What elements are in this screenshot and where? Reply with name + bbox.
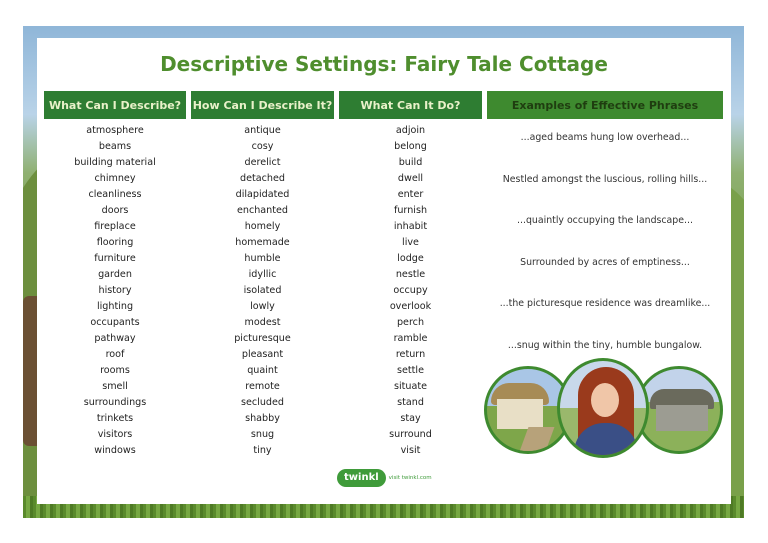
phrase-item: ...quaintly occupying the landscape... [517,215,693,227]
describe-item: atmosphere [86,125,144,136]
describe-item: chimney [94,173,136,184]
header-effective-phrases: Examples of Effective Phrases [487,91,723,119]
verb-item: perch [396,317,425,328]
word-mat-card [37,38,731,504]
adjective-item: remote [245,381,280,392]
cottage-wall [497,399,543,429]
describe-item: pathway [94,333,136,344]
page-title: Descriptive Settings: Fairy Tale Cottage [160,52,608,76]
describe-item: garden [98,269,132,280]
verb-item: occupy [393,285,428,296]
adjective-item: modest [244,317,281,328]
verb-item: visit [400,445,421,456]
verb-item: nestle [395,269,426,280]
phrase-item: ...snug within the tiny, humble bungalow. [507,339,703,351]
describe-item: cleanliness [88,189,142,200]
verb-item: inhabit [393,221,428,232]
describe-item: furniture [94,253,136,264]
verb-item: enter [397,189,424,200]
header-what-can-i-describe: What Can I Describe? [44,91,186,119]
describe-list [44,123,186,459]
logo-url: visit twinkl.com [388,475,432,481]
describe-item: trinkets [96,413,134,424]
stone-cottage-wall [656,405,708,431]
header-how-can-i-describe: How Can I Describe It? [191,91,334,119]
adjective-item: secluded [240,397,284,408]
adjective-item: snug [250,429,275,440]
verb-item: build [398,157,423,168]
verb-list [339,123,482,459]
verb-item: return [395,349,426,360]
verb-item: lodge [397,253,424,264]
phrase-item: Nestled amongst the luscious, rolling hills... [502,173,708,185]
adjective-item: humble [244,253,281,264]
phrase-item: ...aged beams hung low overhead... [520,132,690,143]
adjective-item: detached [240,173,285,184]
character-face [591,383,619,417]
adjective-list [191,123,334,459]
describe-item: lighting [96,301,134,312]
describe-item: history [98,285,132,296]
adjective-item: lowly [250,301,275,312]
adjective-item: homemade [235,237,290,248]
verb-item: live [402,237,419,248]
adjective-item: pleasant [241,349,284,360]
verb-item: dwell [397,173,424,184]
adjective-item: idyllic [248,269,277,280]
describe-item: surroundings [83,397,147,408]
describe-item: fireplace [94,221,136,232]
cottage-path [518,427,555,454]
header-what-can-it-do: What Can It Do? [339,91,482,119]
verb-item: settle [397,365,424,376]
adjective-item: isolated [243,285,282,296]
describe-item: visitors [97,429,133,440]
verb-item: surround [389,429,432,440]
describe-item: rooms [100,365,130,376]
adjective-item: quaint [247,365,278,376]
verb-item: stay [400,413,421,424]
adjective-item: cosy [251,141,274,152]
adjective-item: tiny [253,445,272,456]
verb-item: situate [393,381,428,392]
verb-item: belong [394,141,427,152]
describe-item: doors [101,205,129,216]
describe-item: roof [105,349,125,360]
describe-item: building material [74,157,156,168]
adjective-item: shabby [245,413,280,424]
describe-item: occupants [90,317,140,328]
describe-item: windows [94,445,136,456]
adjective-item: antique [244,125,281,136]
verb-item: ramble [393,333,428,344]
twinkl-logo[interactable] [337,468,431,488]
verb-item: overlook [389,301,432,312]
describe-item: flooring [96,237,134,248]
adjective-item: enchanted [236,205,289,216]
adjective-item: picturesque [234,333,291,344]
phrase-list [489,128,721,378]
adjective-item: homely [244,221,281,232]
character-portrait [557,358,649,458]
verb-item: adjoin [395,125,426,136]
logo-brand: twinkl [337,469,386,487]
adjective-item: derelict [244,157,281,168]
describe-item: beams [98,141,132,152]
describe-item: smell [102,381,128,392]
phrase-item: ...the picturesque residence was dreamlike... [499,298,711,310]
adjective-item: dilapidated [235,189,290,200]
verb-item: furnish [393,205,428,216]
phrase-item: Surrounded by acres of emptiness... [520,256,690,268]
verb-item: stand [397,397,424,408]
